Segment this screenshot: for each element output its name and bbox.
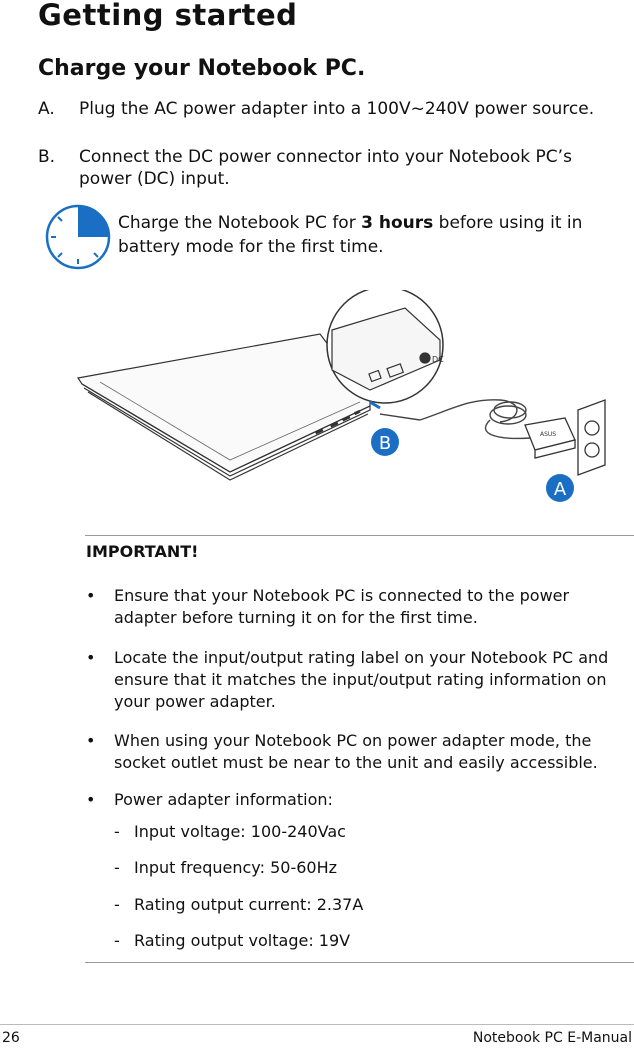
charge-note-text: Charge the Notebook PC for <box>118 213 362 233</box>
divider-bottom <box>85 962 634 963</box>
step-text: Plug the AC power adapter into a 100V~240V power source. <box>79 99 595 119</box>
callout-b: B <box>378 433 392 454</box>
laptop-illustration <box>78 334 370 480</box>
charge-note-text-end: before using it in battery mode for the first time. <box>118 213 583 257</box>
divider-top <box>85 535 634 536</box>
manual-title: Notebook PC E-Manual <box>472 1030 632 1046</box>
power-adapter-illustration <box>525 418 575 458</box>
adapter-logo: ASUS <box>540 431 557 438</box>
page-title: Getting started <box>38 0 298 32</box>
step-letter: B. <box>38 147 56 167</box>
bullet-icon: • <box>86 586 96 605</box>
adapter-info-text: Rating output current: 2.37A <box>134 895 364 914</box>
adapter-info-text: Rating output voltage: 19V <box>134 931 351 950</box>
charging-illustration <box>70 290 610 510</box>
bullet-icon: • <box>86 648 96 667</box>
charge-duration: 3 hours <box>361 213 434 233</box>
list-item-text: Ensure that your Notebook PC is connected to the power adapter before turning it on for the first time. <box>114 586 570 627</box>
wall-outlet-illustration <box>578 400 605 475</box>
adapter-info-text: Input frequency: 50-60Hz <box>134 858 337 877</box>
important-heading: IMPORTANT! <box>86 542 199 561</box>
bullet-icon: • <box>86 790 96 809</box>
list-item-text: Locate the input/output rating label on your Notebook PC and ensure that it matches the input/output rating information on your power adapter. <box>114 648 609 711</box>
bullet-icon: • <box>86 731 96 750</box>
section-title: Charge your Notebook PC. <box>38 56 366 81</box>
footer-divider <box>0 1024 634 1025</box>
step-letter: A. <box>38 99 55 119</box>
step-text: Connect the DC power connector into your Notebook PC’s power (DC) input. <box>79 147 572 189</box>
charge-note <box>118 211 618 259</box>
timer-icon <box>44 203 112 271</box>
callout-a: A <box>553 479 567 500</box>
port-label: DC <box>432 355 444 364</box>
list-item-text: When using your Notebook PC on power adapter mode, the socket outlet must be near to the unit and easily accessible. <box>114 731 598 772</box>
adapter-info-text: Input voltage: 100-240Vac <box>134 822 346 841</box>
list-item-text: Power adapter information: <box>114 790 333 809</box>
page-number: 26 <box>2 1030 20 1046</box>
